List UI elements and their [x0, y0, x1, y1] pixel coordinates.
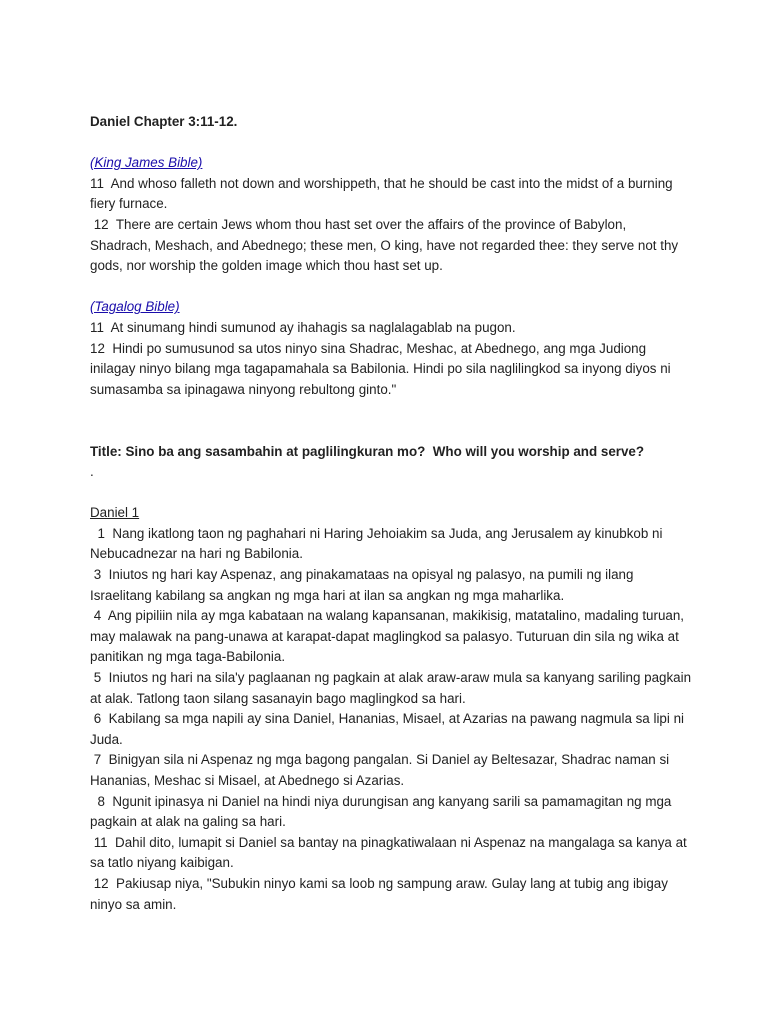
- daniel-1-line: may malawak na pang-unawa at karapat-dapat maglingkod sa palasyo. Tuturuan din sila ng wika at: [90, 628, 679, 644]
- daniel-1-label: Daniel 1: [90, 505, 140, 521]
- daniel-1-line: 11 Dahil dito, lumapit si Daniel sa bantay na pinagkatiwalaan ni Aspenaz na mangalaga sa kanya at: [90, 834, 687, 850]
- daniel-1-line: panitikan ng mga taga-Babilonia.: [90, 649, 286, 665]
- tagalog-link-line: [90, 297, 690, 318]
- daniel-1-line: Nebucadnezar na hari ng Babilonia.: [90, 546, 303, 562]
- kjv-line: fiery furnace.: [90, 196, 168, 212]
- kjv-line: 12 There are certain Jews whom thou hast set over the affairs of the province of Babylon,: [90, 216, 627, 232]
- daniel-1-line: 1 Nang ikatlong taon ng paghahari ni Haring Jehoiakim sa Juda, ang Jerusalem ay kinubkob ni: [90, 525, 663, 541]
- daniel-1-line: Juda.: [90, 731, 123, 747]
- daniel-1-line: Israelitang kabilang sa angkan ng mga hari at ilan sa angkan ng mga maharlika.: [90, 587, 565, 603]
- daniel-1-line: Hananias, Meshac si Misael, at Abednego si Azarias.: [90, 773, 405, 788]
- kjv-line: 11 And whoso falleth not down and worshippeth, that he should be cast into the midst of a burning: [90, 175, 673, 191]
- daniel-1-line: 6 Kabilang sa mga napili ay sina Daniel, Hananias, Misael, at Azarias na pawang nagmula sa lipi ni: [90, 711, 684, 727]
- sermon-title: Title: Sino ba ang sasambahin at paglilingkuran mo? Who will you worship and serve?: [90, 443, 645, 459]
- tagalog-line: inilagay ninyo bilang mga tagapamahala sa Babilonia. Hindi po sila naglilingkod sa inyong diyos ni: [90, 361, 671, 377]
- document-body: [90, 112, 690, 915]
- tagalog-line: sumasamba sa ipinagawa ninyong rebultong ginto.": [90, 381, 397, 397]
- tagalog-line: 12 Hindi po sumusunod sa utos ninyo sina Shadrac, Meshac, at Abednego, ang mga Judiong: [90, 340, 647, 356]
- spacer: [90, 421, 690, 442]
- chapter-heading: Daniel Chapter 3:11-12.: [90, 114, 238, 129]
- king-james-bible-link[interactable]: (King James Bible): [90, 155, 203, 171]
- kjv-line: Shadrach, Meshach, and Abednego; these men, O king, have not regarded thee: they serve not thy: [90, 237, 679, 253]
- daniel-1-line: 12 Pakiusap niya, "Subukin ninyo kami sa loob ng sampung araw. Gulay lang at tubig ang ibigay: [90, 875, 668, 891]
- spacer: [90, 483, 690, 504]
- spacer: [90, 277, 690, 298]
- daniel-1-line: 8 Ngunit ipinasya ni Daniel na hindi niya durungisan ang kanyang sarili sa pamamagitan ng mga: [90, 793, 672, 809]
- spacer: [90, 400, 690, 421]
- daniel-1-line: 3 Iniutos ng hari kay Aspenaz, ang pinakamataas na opisyal ng palasyo, na pumili ng ilang: [90, 567, 634, 583]
- daniel-1-line: 7 Binigyan sila ni Aspenaz ng mga bagong pangalan. Si Daniel ay Beltesazar, Shadrac naman si: [90, 752, 670, 768]
- kjv-line: gods, nor worship the golden image which thou hast set up.: [90, 258, 443, 274]
- dot-line: .: [90, 464, 94, 480]
- tagalog-line: 11 At sinumang hindi sumunod ay ihahagis sa naglalagablab na pugon.: [90, 319, 516, 335]
- daniel-1-line: pagkain at alak na galing sa hari.: [90, 814, 286, 830]
- kjv-link-line: [90, 153, 690, 174]
- daniel-1-line: 5 Iniutos ng hari na sila'y paglaanan ng pagkain at alak araw-araw mula sa kanyang sariling pagkain: [90, 670, 692, 686]
- daniel-1-line: at alak. Tatlong taon silang sasanayin bago maglingkod sa hari.: [90, 690, 466, 706]
- daniel-1-line: 4 Ang pipiliin nila ay mga kabataan na walang kapansanan, makikisig, matatalino, madaling turuan,: [90, 608, 685, 624]
- daniel-1-line: sa tatlo niyang kaibigan.: [90, 855, 234, 871]
- tagalog-bible-link[interactable]: (Tagalog Bible): [90, 299, 180, 315]
- spacer: [90, 133, 690, 154]
- daniel-1-line: ninyo sa amin.: [90, 896, 177, 912]
